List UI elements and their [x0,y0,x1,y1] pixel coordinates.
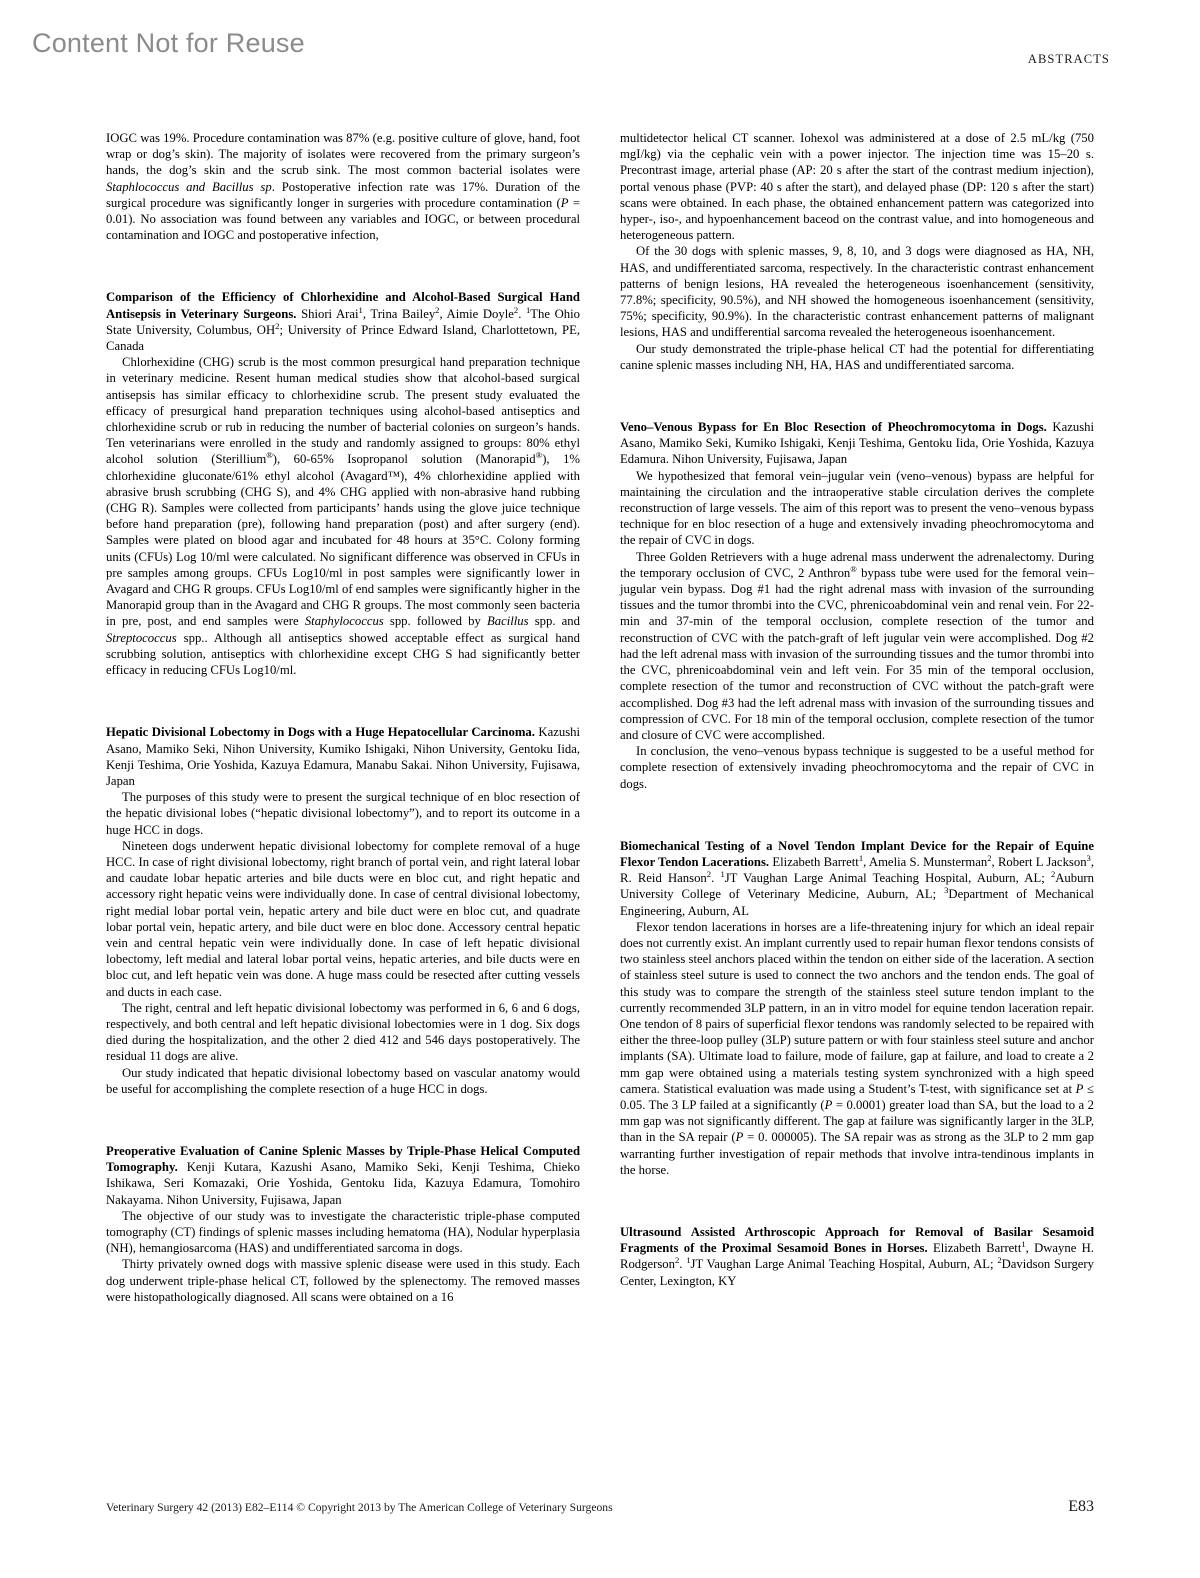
paragraph-continued-right: multidetector helical CT scanner. Iohexol was administered at a dose of 2.5 mL/kg (750 mgI/kg) via the cephalic vein with a power injector. The injection time was 15–20 s. Precontrast image, arterial phase (AP: 20 s after the start of the contrast medium injection), portal venous phase (PVP: 40 s after the start), and delayed phase (DP: 120 s after the start) scans were obtained. In each phase, the obtained enhancement pattern was categorized into hyper-, iso-, and hypoenhancement baceod on the contrast value, and into homogeneous and heterogeneous pattern. [620,131,1094,243]
abstract-title-3: Preoperative Evaluation of Canine Splenic Masses by Triple-Phase Helical Computed Tomography. Kenji Kutara, Kazushi Asano, Mamiko Seki, Kenji Teshima, Chieko Ishikawa, Seri Komazaki, Orie Yoshida, Gentoku Iida, Kazuya Edamura, Tomohiro Nakayama. Nihon University, Fujisawa, Japan [106,1143,580,1207]
footer-citation: Veterinary Surgery 42 (2013) E82–E114 © Copyright 2013 by The American College of Veterinary Surgeons [106,1501,613,1514]
abstract-body-2-p3: The right, central and left hepatic divisional lobectomy was performed in 6, 6 and 6 dogs, respectively, and both central and left hepatic divisional lobectomies were in 1 dog. Six dogs died during the hospitalization, and the other 2 died 412 and 546 days postoperatively. The residual 11 dogs are alive. [106,1000,580,1064]
abstract-body-2-p2: Nineteen dogs underwent hepatic divisional lobectomy for complete removal of a huge HCC. In case of right divisional lobectomy, right branch of portal vein, and right lateral lobar and caudate lobar hepatic arteries and bile ducts were en bloc cut, and right hepatic and accessory right hepatic veins were individually done. In case of central divisional lobectomy, right medial lobar portal vein, hepatic artery and bile duct were en bloc cut, and quadrate lobar portal vein, hepatic artery, and bile duct were en bloc done. Accessory central hepatic vein and central hepatic vein were individually done. In case of left hepatic divisional lobectomy, left medial and lateral lobar portal veins, hepatic arteries, and bile ducts were en bloc cut, and left hepatic vein was done. A huge mass could be resected after cutting vessels and ducts in each case. [106,838,580,999]
paragraph-continued-right-2: Of the 30 dogs with splenic masses, 9, 8, 10, and 3 dogs were diagnosed as HA, NH, HAS, and undifferentiated sarcoma, respectively. In the characteristic contrast enhancement patterns of benign lesions, HA revealed the heterogeneous isoenhancement (sensitivity, 77.8%; specificity, 90.5%), and NH showed the homogeneous isoenhancement (sensitivity, 75%; specificity, 90.9%). In the characteristic contrast enhancement patterns of malignant lesions, HAS and undifferential sarcoma revealed the heterogeneous isoenhancement. [620,244,1094,340]
abstract-body-2-p4: Our study indicated that hepatic divisional lobectomy based on vascular anatomy would be useful for accomplishing the complete resection of a huge HCC in dogs. [106,1065,580,1096]
abstract-body-1: Chlorhexidine (CHG) scrub is the most common presurgical hand preparation technique in veterinary medicine. Resent human medical studies show that alcohol-based surgical antisepsis has similar efficacy to chlorhexidine scrub. The present study evaluated the efficacy of presurgical hand preparation techniques using alcohol-based antiseptics and chlorhexidine scrub or rub in reducing the number of bacterial colonies on surgeon’s hands. Ten veterinarians were enrolled in the study and randomly assigned to groups: 80% ethyl alcohol solution (Sterillium®), 60-65% Isopropanol solution (Manorapid®), 1% chlorhexidine gluconate/61% ethyl alcohol (Avagard™), 4% chlorhexidine applied with abrasive brush scrubbing (CHG S), and 4% CHG applied with non-abrasive hand rubbing (CHG R). Samples were collected from participants’ hands using the glove juice technique before hand preparation (pre), following hand preparation (post) and after surgery (end). Samples were plated on blood agar and incubated for 48 hours at 35°C. Colony forming units (CFUs) Log 10/ml were calculated. No significant difference was observed in CFUs in pre samples among groups. CFUs Log10/ml in post samples were significantly lower in Avagard and CHG R groups. CFUs Log10/ml of end samples were significantly higher in the Manorapid group than in the Avagard and CHG R groups. The most commonly seen bacteria in pre, post, and end samples were Staphylococcus spp. followed by Bacillus spp. and Streptococcus spp.. Although all antiseptics showed acceptable effect as surgical hand scrubbing solution, antiseptics with chlorhexidine except CHG S had significantly better efficacy in reducing CFUs Log10/ml. [106,355,580,678]
abstract-body-4-p2: Three Golden Retrievers with a huge adrenal mass underwent the adrenalectomy. During the temporary occlusion of CVC, 2 Anthron® bypass tube were used for the femoral vein–jugular vein bypass. Dog #1 had the right adrenal mass with invasion of the surrounding tissues and the tumor thrombi into the CVC, phrenicoabdominal vein and renal vein. For 22-min and 37-min of the temporal occlusion, complete resection of the tumor and reconstruction of CVC with the patch-graft of left jugular vein were accomplished. Dog #2 had the left adrenal mass with invasion of the surrounding tissues and the tumor thrombi into the CVC, phrenicoabdominal vein and left vein. For 35 min of the temporal occlusion, complete resection of the tumor and reconstruction of CVC without the patch-graft were accomplished. Dog #3 had the left adrenal mass with invasion of the surrounding tissues and compression of CVC. For 18 min of the temporal occlusion, complete resection of the tumor and closure of CVC were accomplished. [620,549,1094,742]
two-column-body [106,130,1094,1305]
abstract-authors-4: Kazushi Asano, Mamiko Seki, Kumiko Ishigaki, Kenji Teshima, Gentoku Iida, Orie Yoshida, Kazuya Edamura. Nihon University, Fujisawa, Japan [620,420,1094,467]
page-footer [106,1498,1094,1516]
abstract-title-5: Biomechanical Testing of a Novel Tendon Implant Device for the Repair of Equine Flexor Tendon Lacerations. Elizabeth Barrett$^1$, Amelia S. Munsterman$^2$, Robert L Jackson$^3$, R. Reid Hanson$^2$. $^1$JT Vaughan Large Animal Teaching Hospital, Auburn, AL; $^2$Auburn University College of Veterinary Medicine, Auburn, AL; $^3$Department of Mechanical Engineering, Auburn, AL [620,838,1095,918]
abstract-authors-1: Shiori Arai$^1$, Trina Bailey$^2$, Aimie Doyle$^2$. $^1$The Ohio State University, Columbus, $OH^2$; University of Prince Edward Island, Charlottetown, PE, Canada [106,304,580,354]
watermark-text: Content Not for Reuse [32,28,305,58]
abstract-body-3-p1: The objective of our study was to investigate the characteristic triple-phase computed tomography (CT) findings of splenic masses including hematoma (HA), Nodular hyperplasia (NH), hemangiosarcoma (HAS) and undifferentiated sarcoma in dogs. [106,1208,580,1256]
page-number: E83 [1068,1498,1094,1515]
left-column [106,130,580,1305]
abstract-title-4: Veno–Venous Bypass for En Bloc Resection of Pheochromocytoma in Dogs. Kazushi Asano, Mamiko Seki, Kumiko Ishigaki, Kenji Teshima, Gentoku Iida, Orie Yoshida, Kazuya Edamura. Nihon University, Fujisawa, Japan [620,420,1094,467]
abstract-title-1: Comparison of the Efficiency of Chlorhexidine and Alcohol-Based Surgical Hand Antisepsis in Veterinary Surgeons. Shiori Arai$^1$, Trina Bailey$^2$, Aimie Doyle$^2$. $^1$The Ohio State University, Columbus, $OH^2$; University of Prince Edward Island, Charlottetown, PE, Canada [106,290,580,354]
abstract-authors-3: Kenji Kutara, Kazushi Asano, Mamiko Seki, Kenji Teshima, Chieko Ishikawa, Seri Komazaki, Orie Yoshida, Gentoku Iida, Kazuya Edamura, Tomohiro Nakayama. Nihon University, Fujisawa, Japan [106,1160,580,1207]
running-head: ABSTRACTS [1027,52,1110,66]
abstract-body-4-p3: In conclusion, the veno–venous bypass technique is suggested to be a useful method for complete resection of extensively invading pheochromocytoma and the repair of CVC in dogs. [620,744,1094,791]
right-column [620,130,1094,1305]
abstract-body-4-p1: We hypothesized that femoral vein–jugular vein (veno–venous) bypass are helpful for maintaining the circulation and the intraoperative stable circulation derives the complete reconstruction of large vessels. The aim of this report was to present the veno–venous bypass technique for en bloc resection of a huge and extensively invading pheochromocytoma and the repair of CVC in dogs. [620,468,1094,548]
abstract-authors-6: Elizabeth Barrett$^1$, Dwayne H. Rodgerson$^2$. $^1$JT Vaughan Large Animal Teaching Hospital, Auburn, AL; $^2$Davidson Surgery Center, Lexington, KY [620,1238,1094,1288]
abstract-body-3-p2: Thirty privately owned dogs with massive splenic disease were used in this study. Each dog underwent triple-phase helical CT, followed by the splenectomy. The removed masses were histopathologically diagnosed. All scans were obtained on a 16 [106,1257,580,1304]
abstract-body-5: Flexor tendon lacerations in horses are a life-threatening injury for which an ideal repair does not currently exist. An implant currently used to repair human flexor tendons consists of two stainless steel anchors placed within the tendon on either side of the laceration. A section of stainless steel suture is used to connect the two anchors and the tendon ends. The goal of this study was to compare the strength of the stainless steel suture tendon implant to the currently recommended 3LP pattern, in an in vitro model for equine tendon laceration repair. One tendon of 8 pairs of superficial flexor tendons was randomly selected to be repaired with either the three-loop pulley (3LP) suture pattern or with four stainless steel suture and anchor implants (SA). Ultimate load to failure, mode of failure, gap at failure, and load to create a 2 mm gap were obtained using a materials testing system synchronized with a high speed camera. Statistical evaluation was made using a Student’s T-test, with significance set at P ≤ 0.05. The 3 LP failed at a significantly (P = 0.0001) greater load than SA, but the load to a 2 mm gap was not significantly different. The gap at failure was significantly larger in the 3LP, than in the SA repair (P = 0. 000005). The SA repair was as strong as the 3LP to 2 mm gap warranting further investigation of repair methods that involve intra-tendinous implants in the horse. [620,919,1094,1177]
abstract-title-2: Hepatic Divisional Lobectomy in Dogs with a Huge Hepatocellular Carcinoma. Kazushi Asano, Mamiko Seki, Nihon University, Kumiko Ishigaki, Nihon University, Gentoku Iida, Kenji Teshima, Orie Yoshida, Kazuya Edamura, Manabu Sakai. Nihon University, Fujisawa, Japan [106,725,580,788]
paragraph-continued: IOGC was 19%. Procedure contamination was 87% (e.g. positive culture of glove, hand, foot wrap or dog’s skin). The majority of isolates were recovered from the primary surgeon’s hands, the dog’s skin and the scrub sink. The most common bacterial isolates were Staphlococcus and Bacillus sp. Postoperative infection rate was 17%. Duration of the surgical procedure was significantly longer in surgeries with procedure contamination (P = 0.01). No association was found between any variables and IOGC, or between procedural contamination and IOGC and postoperative infection, [106,131,581,243]
abstract-authors-2: Kazushi Asano, Mamiko Seki, Nihon University, Kumiko Ishigaki, Nihon University, Gentoku Iida, Kenji Teshima, Orie Yoshida, Kazuya Edamura, Manabu Sakai. Nihon University, Fujisawa, Japan [106,725,580,788]
abstract-title-6: Ultrasound Assisted Arthroscopic Approach for Removal of Basilar Sesamoid Fragments of the Proximal Sesamoid Bones in Horses. Elizabeth Barrett$^1$, Dwayne H. Rodgerson$^2$. $^1$JT Vaughan Large Animal Teaching Hospital, Auburn, AL; $^2$Davidson Surgery Center, Lexington, KY [620,1224,1094,1288]
abstract-authors-5: Elizabeth Barrett$^1$, Amelia S. Munsterman$^2$, Robert L Jackson$^3$, R. Reid Hanson$^2$. $^1$JT Vaughan Large Animal Teaching Hospital, Auburn, AL; $^2$Auburn University College of Veterinary Medicine, Auburn, AL; $^3$Department of Mechanical Engineering, Auburn, AL [620,852,1095,918]
abstract-body-2-p1: The purposes of this study were to present the surgical technique of en bloc resection of the hepatic divisional lobes (“hepatic divisional lobectomy”), and to report its outcome in a huge HCC in dogs. [106,790,580,837]
paragraph-continued-right-3: Our study demonstrated the triple-phase helical CT had the potential for differentiating canine splenic masses including NH, HA, HAS and undifferentiated sarcoma. [620,341,1094,372]
